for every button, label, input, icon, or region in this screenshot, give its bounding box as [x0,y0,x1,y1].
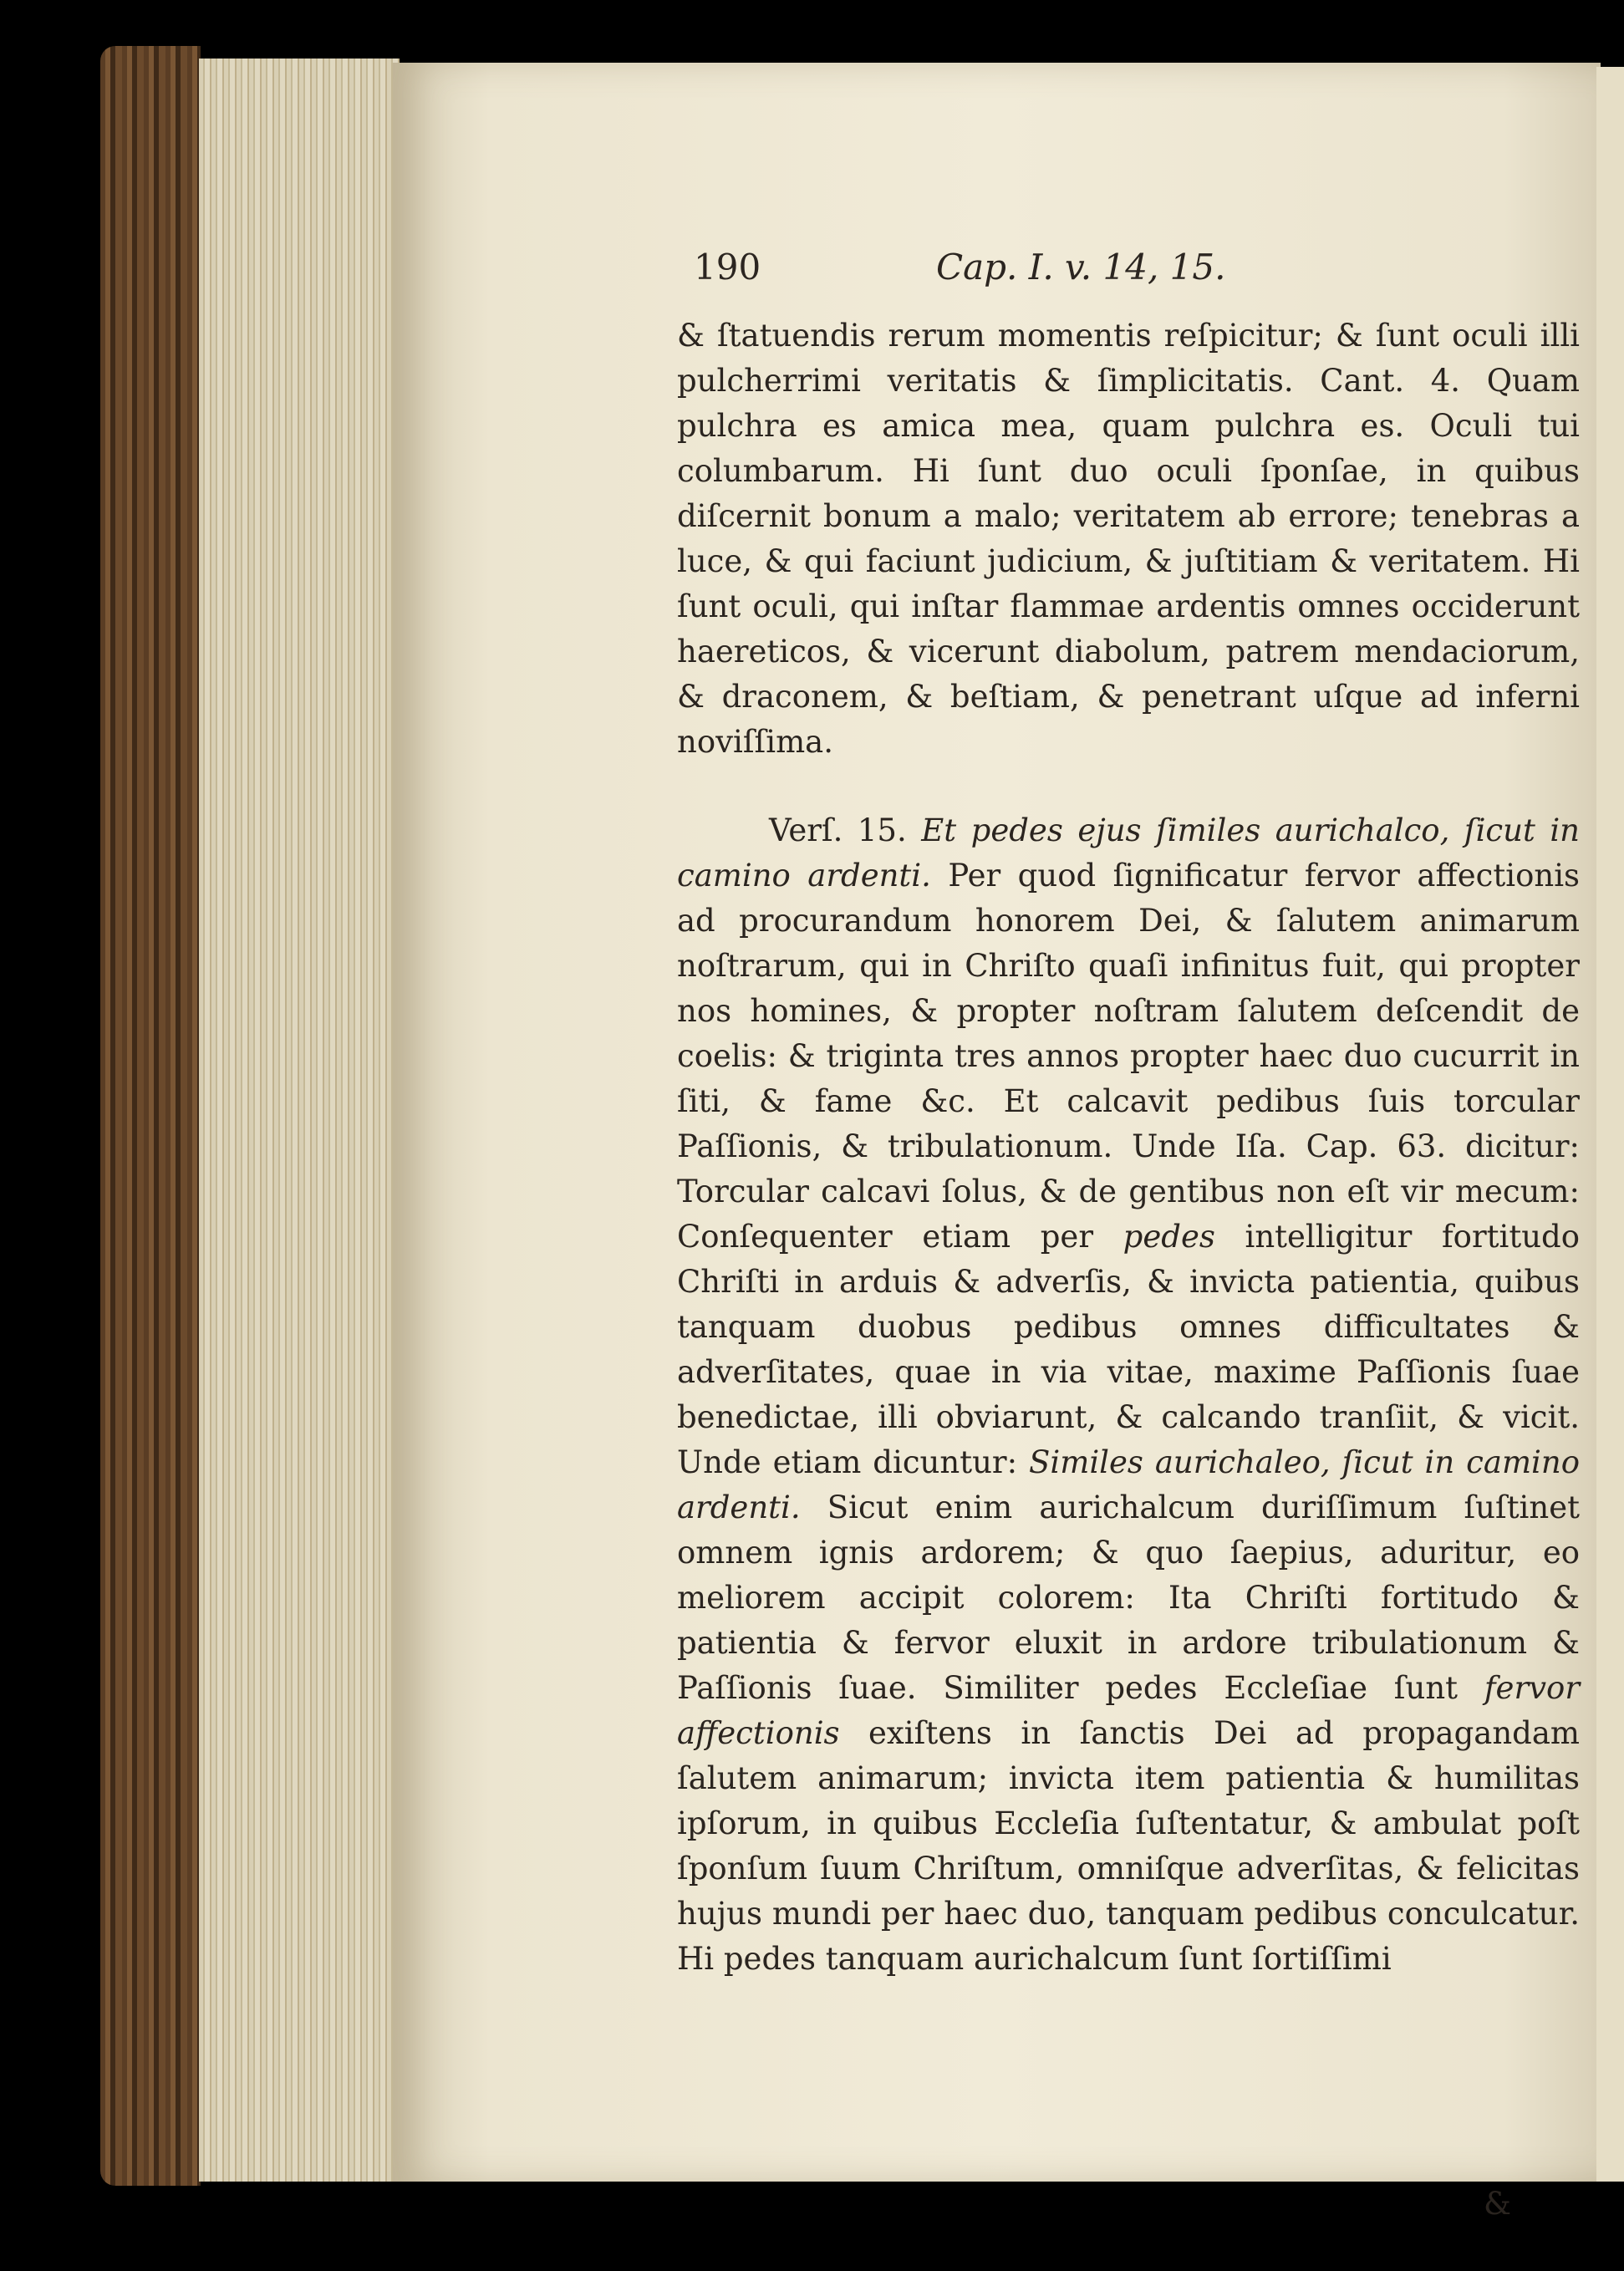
commentary-part-4: exiſtens in ſanctis Dei ad propagandam ſalutem animarum; invicta item patientia & humilitas ipſorum, in quibus Eccleſia ſuſtentatur, & ambulat poſt ſponſum ſuum Chriſtum, omniſque adverſitas, & felicitas hujus mundi per haec duo, tanquam pedibus conculcatur. Hi pedes tanquam aurichalcum ſunt ſortiſſimi [677,1715,1580,1977]
verse-label: Verſ. 15. [769,812,907,848]
running-head [694,247,1571,297]
paragraph-2 [677,808,1580,1982]
italic-similes: Similes aurichaleo, ſicut in camino ardenti. [677,1444,1580,1525]
italic-fervor: fervor affectionis [677,1670,1581,1751]
chapter-reference: Cap. I. v. 14, 15. [936,247,1226,288]
adjacent-page-edge [1596,67,1624,2182]
commentary-part-3: Sicut enim aurichalcum duriſſimum ſuſtinet omnem ignis ardorem; & quo ſaepius, aduritur, eo meliorem accipit colorem: Ita Chriſti fortitudo & patientia & fervor eluxit in ardore tribulationum & Paſſionis ſuae. Similiter pedes Eccleſiae ſunt [677,1489,1580,1706]
page-block-edges [199,59,400,2182]
paragraph-1: & ſtatuendis rerum momentis reſpicitur; & ſunt oculi illi pulcherrimi veritatis & ſimplicitatis. Cant. 4. Quam pulchra es amica mea, quam pulchra es. Oculi tui columbarum. Hi ſunt duo oculi ſponſae, in quibus diſcernit bonum a malo; veritatem ab errore; tenebras a luce, & qui faciunt judicium, & juſtitiam & veritatem. Hi ſunt oculi, qui inſtar flammae ardentis omnes occiderunt haereticos, & vicerunt diabolum, patrem mendaciorum, & draconem, & beſtiam, & penetrant uſque ad inferni noviſſima. [677,318,1580,760]
page-number: 190 [694,247,761,288]
verse-lemma: Et pedes ejus ſimiles aurichalco, ſicut in camino ardenti. [677,812,1581,894]
commentary-part-2: intelligitur fortitudo Chriſti in arduis & adverſis, & invicta patientia, quibus tanquam duobus pedibus omnes difficultates & adverſitates, quae in via vitae, maxime Paſſionis ſuae benedictae, illi obviarunt, & calcando tranſiit, & vicit. Unde etiam dicuntur: [677,1219,1580,1480]
italic-pedes: pedes [1123,1219,1215,1255]
catchword: & [1484,2186,1511,2222]
book-spine-edge [100,46,201,2186]
text-block [677,313,1580,1982]
commentary-part-1: Per quod ſignificatur fervor affectionis ad procurandum honorem Dei, & ſalutem animarum noſtrarum, qui in Chriſto quaſi infinitus fuit, qui propter nos homines, & propter noſtram ſalutem deſcendit de coelis: & triginta tres annos propter haec duo cucurrit in ſiti, & fame &c. Et calcavit pedibus ſuis torcular Paſſionis, & tribulationum. Unde Iſa. Cap. 63. dicitur: Torcular calcavi ſolus, & de gentibus non eſt vir mecum: Conſequenter etiam per [677,858,1581,1255]
